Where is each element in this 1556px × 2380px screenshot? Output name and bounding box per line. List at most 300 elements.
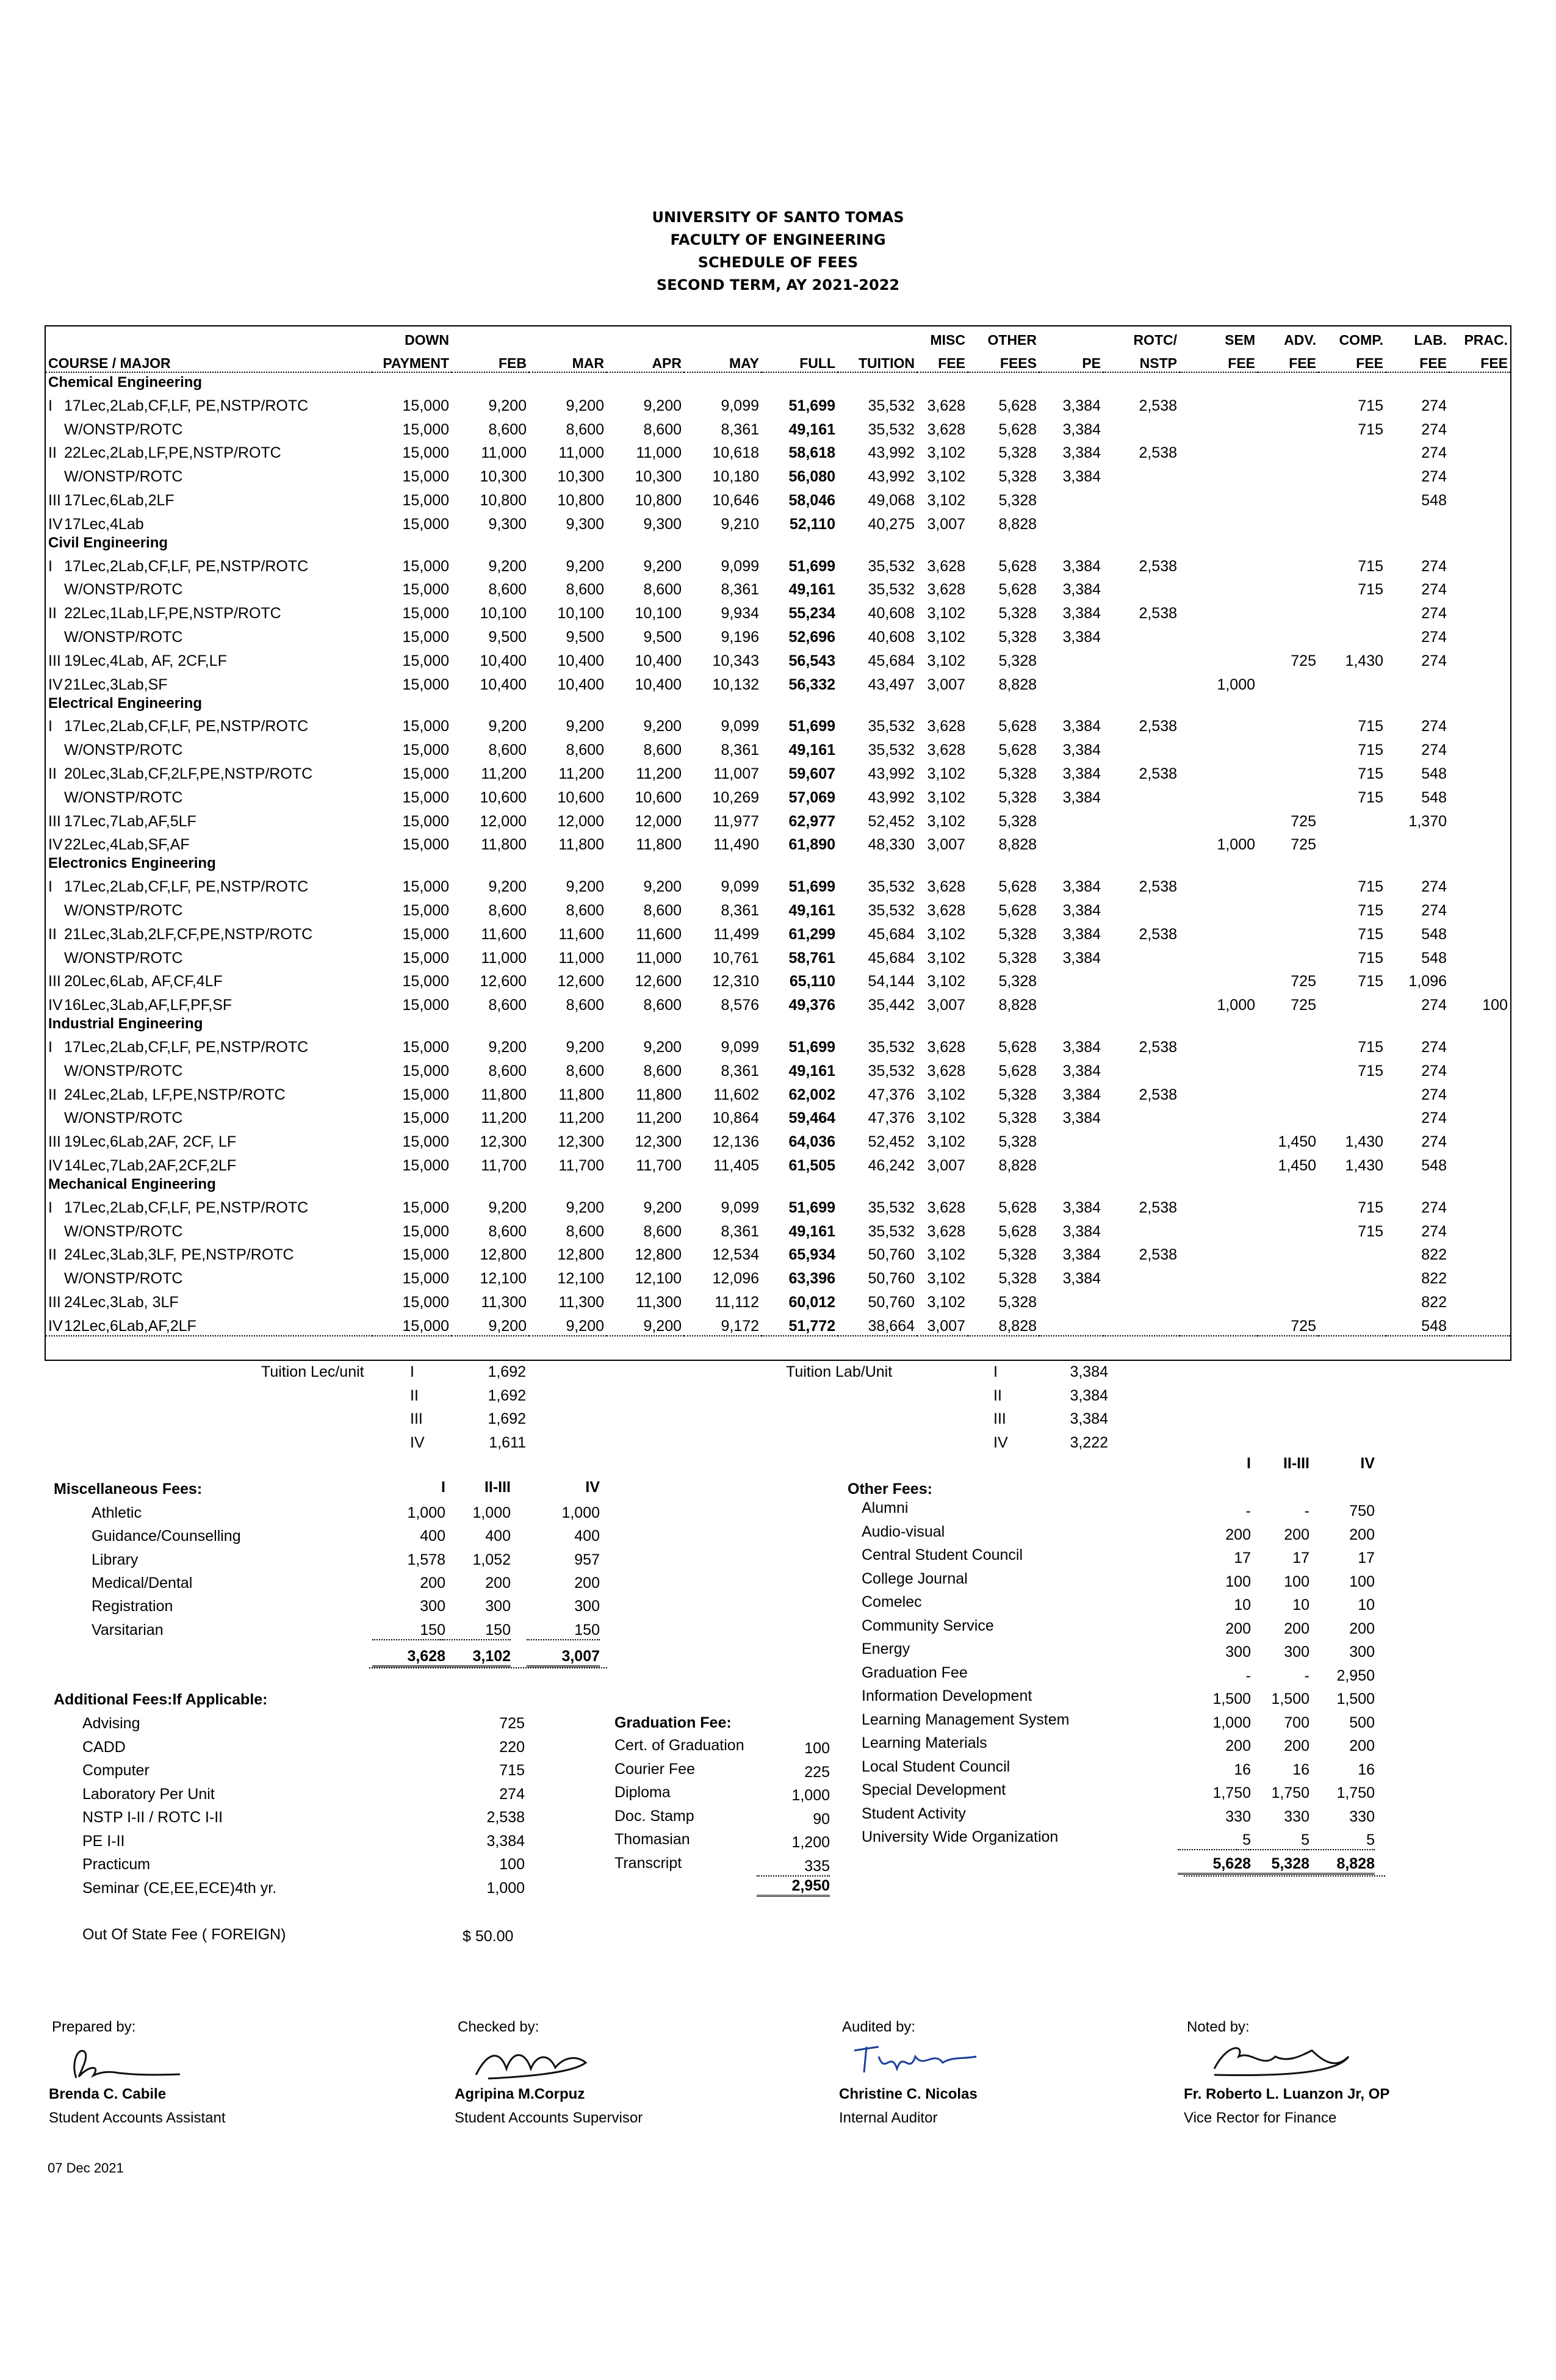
table-cell (1039, 486, 1103, 510)
table-cell: 50,760 (868, 1293, 915, 1311)
course-cell (46, 1104, 372, 1128)
other-fee-value: 100 (1284, 1573, 1309, 1590)
course-cell (46, 622, 372, 646)
other-fee-name: College Journal (862, 1570, 968, 1587)
table-cell (1449, 552, 1510, 575)
column-header: FEE (1449, 348, 1510, 372)
table-cell: 58,761 (788, 949, 835, 967)
table-cell: 8,600 (643, 741, 682, 759)
other-fee-value: 500 (1349, 1714, 1375, 1731)
course-cell (46, 783, 372, 807)
table-cell (1103, 575, 1180, 599)
table-cell: 3,628 (927, 1222, 965, 1240)
signatory-title: Student Accounts Supervisor (455, 2110, 643, 2126)
table-cell (1103, 735, 1180, 759)
table-cell (1319, 831, 1386, 854)
misc-fee-value: 300 (485, 1598, 511, 1615)
additional-fee-name: NSTP I-II / ROTC I-II (82, 1809, 223, 1826)
table-cell: 56,543 (788, 652, 835, 669)
other-fee-name: Graduation Fee (862, 1664, 968, 1681)
table-cell: 715 (1358, 581, 1383, 599)
table-cell (1258, 575, 1319, 599)
column-header: FEE (1180, 348, 1258, 372)
table-cell: 3,384 (1062, 468, 1101, 486)
graduation-fee-value: 225 (804, 1763, 830, 1781)
table-cell: 9,099 (721, 557, 759, 575)
table-cell: 822 (1421, 1246, 1447, 1264)
tuition-rate: 1,692 (488, 1410, 526, 1427)
other-fee-value: 200 (1225, 1526, 1251, 1543)
table-cell: 715 (1358, 397, 1383, 414)
table-cell (1258, 759, 1319, 783)
table-cell: 15,000 (402, 1270, 449, 1288)
table-cell: 9,200 (488, 718, 527, 735)
course-cell (46, 735, 372, 759)
other-fee-name: Special Development (862, 1781, 1006, 1798)
table-cell: 15,000 (402, 788, 449, 806)
table-row (46, 1193, 1510, 1217)
table-cell: 11,200 (636, 765, 682, 782)
table-cell: 3,007 (927, 676, 965, 693)
table-cell: 715 (1358, 741, 1383, 759)
table-cell: 3,007 (927, 836, 965, 854)
table-cell: 3,628 (927, 1199, 965, 1216)
table-cell: 2,538 (1139, 1199, 1177, 1216)
table-cell: 8,600 (643, 901, 682, 919)
table-cell (1449, 920, 1510, 943)
foreign-fee-value: $ 50.00 (463, 1928, 514, 1945)
table-cell: 5,328 (998, 1246, 1037, 1264)
table-cell (1258, 1080, 1319, 1104)
table-cell (1449, 1288, 1510, 1311)
table-cell (1319, 462, 1386, 486)
additional-fee-name: Seminar (CE,EE,ECE)4th yr. (82, 1879, 277, 1897)
table-cell: 12,800 (480, 1246, 527, 1264)
table-cell: 10,180 (712, 468, 759, 486)
table-cell: 274 (1421, 444, 1447, 462)
table-cell: 52,452 (868, 1133, 915, 1151)
table-cell (1319, 1264, 1386, 1288)
table-cell: 8,600 (643, 1222, 682, 1240)
table-row (46, 1311, 1510, 1336)
other-fee-total: 5,328 (1236, 1855, 1309, 1875)
table-cell (1319, 1311, 1386, 1336)
other-fee-value: 200 (1284, 1620, 1309, 1637)
table-cell (1180, 1151, 1258, 1175)
table-cell: 8,600 (566, 1062, 604, 1080)
table-cell: 1,430 (1345, 1133, 1383, 1151)
table-cell (1180, 1241, 1258, 1264)
table-cell (1180, 439, 1258, 463)
table-cell (1449, 759, 1510, 783)
table-cell (1386, 831, 1449, 854)
table-cell: 2,538 (1139, 1086, 1177, 1103)
course-load: 20Lec,3Lab,CF,2LF,PE,NSTP/ROTC (64, 765, 313, 782)
table-cell: 11,977 (713, 812, 759, 830)
additional-fee-value: 220 (499, 1738, 525, 1756)
table-cell: 50,760 (868, 1270, 915, 1288)
table-cell (1449, 1264, 1510, 1288)
table-cell: 15,000 (402, 515, 449, 533)
table-cell: 9,200 (566, 1199, 604, 1216)
other-fees-title: Other Fees: (848, 1480, 932, 1498)
column-header: NSTP (1103, 348, 1180, 372)
table-cell: 12,000 (635, 812, 682, 830)
course-cell (46, 831, 372, 854)
table-cell (1258, 670, 1319, 694)
table-cell: 9,200 (488, 878, 527, 896)
signatory-name: Christine C. Nicolas (839, 2086, 978, 2102)
table-cell: 8,600 (488, 420, 527, 438)
column-header: OTHER (987, 332, 1037, 348)
table-cell (1039, 1151, 1103, 1175)
table-cell: 274 (1421, 468, 1447, 486)
table-cell: 5,328 (998, 765, 1037, 782)
table-cell: 35,532 (868, 397, 915, 414)
other-fee-value: 200 (1225, 1620, 1251, 1637)
other-fee-value: 1,500 (1212, 1690, 1251, 1707)
table-cell: 274 (1421, 420, 1447, 438)
department-row (46, 372, 1510, 391)
table-cell (1319, 807, 1386, 831)
misc-fee-value: 957 (574, 1551, 600, 1568)
table-cell: 9,200 (566, 397, 604, 414)
table-cell: 725 (1291, 812, 1316, 830)
table-cell (1103, 967, 1180, 991)
table-row (46, 712, 1510, 736)
table-cell (1449, 1056, 1510, 1080)
tuition-year: I (410, 1363, 414, 1380)
table-cell (1449, 415, 1510, 439)
table-cell (1103, 831, 1180, 854)
table-cell: 8,828 (968, 1311, 1039, 1336)
other-fee-value: 5 (1178, 1831, 1251, 1850)
table-cell: 9,099 (721, 878, 759, 896)
additional-fee-value: 2,538 (486, 1809, 525, 1826)
table-cell: 3,102 (927, 812, 965, 830)
table-cell: 15,000 (402, 878, 449, 896)
table-cell: 3,628 (927, 420, 965, 438)
table-cell: 47,376 (868, 1086, 915, 1103)
table-cell (1103, 990, 1180, 1014)
table-cell: 12,000 (480, 812, 527, 830)
table-cell: 12,300 (557, 1133, 604, 1151)
year-level: II (48, 444, 57, 462)
table-cell: 35,532 (868, 1199, 915, 1216)
table-cell (1180, 646, 1258, 670)
column-header: FULL (762, 348, 838, 372)
misc-fee-value: 400 (420, 1527, 445, 1545)
table-cell: 9,500 (488, 628, 527, 646)
additional-fee-name: Advising (82, 1715, 140, 1732)
year-level: III (48, 1293, 61, 1311)
table-cell: 5,328 (998, 788, 1037, 806)
graduation-fee-name: Thomasian (614, 1831, 690, 1848)
course-cell (46, 990, 372, 1014)
table-cell: 548 (1421, 925, 1447, 943)
table-cell: 548 (1421, 949, 1447, 967)
table-cell: 52,696 (788, 628, 835, 646)
table-cell (1103, 807, 1180, 831)
signatory-role: Prepared by: (52, 2019, 136, 2035)
table-cell: 274 (1421, 997, 1447, 1014)
column-header: FEE (1386, 348, 1449, 372)
other-fee-value: 10 (1358, 1596, 1375, 1614)
table-row (46, 415, 1510, 439)
misc-fee-value: 200 (420, 1574, 445, 1592)
misc-fee-value: 1,000 (561, 1504, 600, 1521)
department-row (46, 533, 1510, 552)
table-cell: 9,200 (566, 557, 604, 575)
header-row (46, 325, 1510, 348)
table-cell (1258, 415, 1319, 439)
year-level: II (48, 765, 57, 782)
table-cell: 49,161 (788, 741, 835, 759)
course-load: 17Lec,6Lab,2LF (64, 491, 175, 509)
table-cell: 11,800 (636, 1086, 682, 1103)
table-cell: 274 (1421, 1086, 1447, 1103)
table-cell (1449, 735, 1510, 759)
table-cell: 3,102 (927, 1109, 965, 1127)
table-cell (1449, 783, 1510, 807)
table-cell: 10,864 (712, 1109, 759, 1127)
table-cell: 15,000 (372, 1311, 452, 1336)
table-cell: 11,000 (558, 949, 604, 967)
table-cell: 8,600 (643, 1062, 682, 1080)
misc-fee-value: 400 (485, 1527, 511, 1545)
column-header (46, 325, 372, 348)
table-cell: 10,300 (480, 468, 527, 486)
course-load: 22Lec,4Lab,SF,AF (64, 836, 190, 854)
other-fee-name: Local Student Council (862, 1758, 1010, 1775)
tuition-year: I (993, 1363, 998, 1380)
table-cell: 725 (1291, 652, 1316, 669)
table-cell: 15,000 (402, 1222, 449, 1240)
table-cell (1039, 1311, 1103, 1336)
course-cell (46, 670, 372, 694)
other-fee-name: Audio-visual (862, 1523, 945, 1540)
table-cell (1103, 486, 1180, 510)
table-cell: 9,200 (643, 878, 682, 896)
course-load: 17Lec,7Lab,AF,5LF (64, 812, 196, 830)
year-level: I (48, 1038, 52, 1056)
course-load: 24Lec,3Lab, 3LF (64, 1293, 179, 1311)
table-cell: 11,000 (636, 949, 682, 967)
table-cell: 3,384 (1062, 557, 1101, 575)
table-cell: 5,328 (998, 1109, 1037, 1127)
course-cell (46, 462, 372, 486)
table-row (46, 646, 1510, 670)
other-fee-total: 8,828 (1302, 1855, 1375, 1875)
table-cell: 725 (1258, 1311, 1319, 1336)
table-cell: 12,136 (712, 1133, 759, 1151)
table-cell (1449, 1151, 1510, 1175)
table-cell (1258, 872, 1319, 896)
table-cell (1258, 552, 1319, 575)
table-cell (1180, 599, 1258, 622)
table-cell (1180, 462, 1258, 486)
table-cell: 3,102 (927, 1086, 965, 1103)
table-row (46, 1104, 1510, 1128)
table-cell: 5,628 (998, 878, 1037, 896)
table-cell: 15,000 (402, 765, 449, 782)
column-header (1039, 325, 1103, 348)
table-cell: 15,000 (402, 1109, 449, 1127)
table-cell: 715 (1358, 420, 1383, 438)
table-cell (1449, 1080, 1510, 1104)
table-cell: 11,112 (715, 1293, 759, 1311)
table-cell (1258, 1033, 1319, 1056)
table-cell: 1,096 (1408, 973, 1447, 990)
additional-fee-name: Practicum (82, 1856, 151, 1873)
other-fee-name: Information Development (862, 1687, 1032, 1704)
table-cell: 59,607 (788, 765, 835, 782)
table-cell (1103, 622, 1180, 646)
table-cell: 15,000 (402, 718, 449, 735)
table-cell: 35,532 (868, 1062, 915, 1080)
table-cell: 11,000 (636, 444, 682, 462)
table-cell: 15,000 (402, 1038, 449, 1056)
table-cell: 52,110 (789, 515, 835, 533)
table-cell: 548 (1421, 1156, 1447, 1174)
table-row (46, 831, 1510, 854)
table-cell: 8,600 (488, 741, 527, 759)
table-cell: 11,800 (558, 836, 604, 854)
table-row (46, 1288, 1510, 1311)
table-cell: 1,430 (1345, 1156, 1383, 1174)
table-cell (1258, 391, 1319, 415)
table-cell: 8,600 (488, 1062, 527, 1080)
table-cell: 8,828 (998, 836, 1037, 854)
table-cell: 5,328 (998, 925, 1037, 943)
course-load: 22Lec,1Lab,LF,PE,NSTP/ROTC (64, 605, 281, 622)
table-cell: 5,328 (998, 812, 1037, 830)
table-cell: 15,000 (402, 1086, 449, 1103)
table-cell: 56,080 (788, 468, 835, 486)
course-load: 17Lec,2Lab,CF,LF, PE,NSTP/ROTC (64, 397, 309, 414)
table-cell (1319, 439, 1386, 463)
misc-fee-value: 150 (372, 1621, 445, 1640)
misc-fee-name: Registration (92, 1598, 173, 1615)
table-cell: 15,000 (402, 901, 449, 919)
table-cell: 8,361 (721, 741, 759, 759)
other-fee-name: University Wide Organization (862, 1828, 1059, 1845)
table-cell: 8,828 (998, 676, 1037, 693)
table-cell: 274 (1421, 1133, 1447, 1151)
column-header: PE (1039, 348, 1103, 372)
graduation-fee-value: 1,200 (791, 1834, 830, 1851)
other-fee-value: 2,950 (1336, 1667, 1375, 1684)
table-cell: 10,400 (557, 676, 604, 693)
table-row (46, 807, 1510, 831)
table-cell (1258, 896, 1319, 920)
table-cell: 9,200 (607, 1311, 684, 1336)
table-cell: 15,000 (402, 997, 449, 1014)
table-cell (1258, 510, 1319, 533)
table-cell: 3,384 (1062, 444, 1101, 462)
other-fee-value: 5 (1302, 1831, 1375, 1850)
table-cell: 65,110 (789, 973, 835, 990)
table-cell: 15,000 (402, 444, 449, 462)
table-cell: 5,628 (998, 420, 1037, 438)
column-header (452, 325, 529, 348)
table-cell: 3,384 (1062, 1222, 1101, 1240)
year-level: II (48, 605, 57, 622)
table-header (46, 325, 1510, 372)
other-fee-value: 10 (1292, 1596, 1309, 1614)
table-cell: 822 (1421, 1293, 1447, 1311)
year-level: III (48, 491, 61, 509)
table-cell: 12,100 (557, 1270, 604, 1288)
table-cell: 715 (1358, 925, 1383, 943)
table-cell: 5,628 (998, 718, 1037, 735)
table-cell: 715 (1358, 788, 1383, 806)
misc-fee-value: 400 (574, 1527, 600, 1545)
table-cell: 8,600 (488, 901, 527, 919)
table-cell: 15,000 (402, 925, 449, 943)
table-cell: 48,330 (868, 836, 915, 854)
table-cell (1319, 599, 1386, 622)
tuition-year: II (410, 1387, 419, 1404)
table-cell: 11,700 (481, 1156, 527, 1174)
table-cell (1449, 1217, 1510, 1241)
table-cell: 715 (1358, 1199, 1383, 1216)
year-level: II (48, 1086, 57, 1103)
other-fee-name: Energy (862, 1640, 910, 1657)
course-cell (46, 920, 372, 943)
table-cell: 3,628 (927, 718, 965, 735)
table-cell (1449, 439, 1510, 463)
table-cell: 548 (1386, 1311, 1449, 1336)
table-cell: 9,099 (721, 718, 759, 735)
department-row (46, 1014, 1510, 1033)
misc-fee-name: Varsitarian (92, 1621, 164, 1639)
table-cell: 9,934 (721, 605, 759, 622)
table-cell: 35,532 (868, 878, 915, 896)
table-cell (1039, 510, 1103, 533)
table-cell (1449, 510, 1510, 533)
column-header: FEB (452, 348, 529, 372)
table-cell: 62,977 (788, 812, 835, 830)
table-cell: 12,600 (557, 973, 604, 990)
column-header: PRAC. (1464, 332, 1508, 348)
column-header (838, 325, 917, 348)
table-cell: 12,800 (635, 1246, 682, 1264)
table-cell (1449, 872, 1510, 896)
table-cell: 9,300 (566, 515, 604, 533)
table-cell: 2,538 (1139, 1246, 1177, 1264)
table-cell: 10,600 (557, 788, 604, 806)
table-cell: 5,328 (998, 444, 1037, 462)
additional-fees-title: Additional Fees:If Applicable: (54, 1691, 268, 1708)
table-cell: 60,012 (788, 1293, 835, 1311)
table-cell: 8,600 (488, 581, 527, 599)
table-cell (1103, 1288, 1180, 1311)
year-level: IV (48, 676, 63, 693)
signatory-name: Brenda C. Cabile (49, 2086, 167, 2102)
table-cell: 15,000 (402, 420, 449, 438)
course-load: W/ONSTP/ROTC (64, 581, 183, 599)
table-cell: 2,538 (1139, 605, 1177, 622)
table-cell (1103, 1311, 1180, 1336)
table-cell (1180, 1311, 1258, 1336)
course-cell (46, 552, 372, 575)
table-cell: 8,361 (721, 1222, 759, 1240)
table-cell: 2,538 (1139, 925, 1177, 943)
other-fee-value: 330 (1225, 1808, 1251, 1825)
table-cell: 9,500 (566, 628, 604, 646)
table-cell: 715 (1358, 557, 1383, 575)
